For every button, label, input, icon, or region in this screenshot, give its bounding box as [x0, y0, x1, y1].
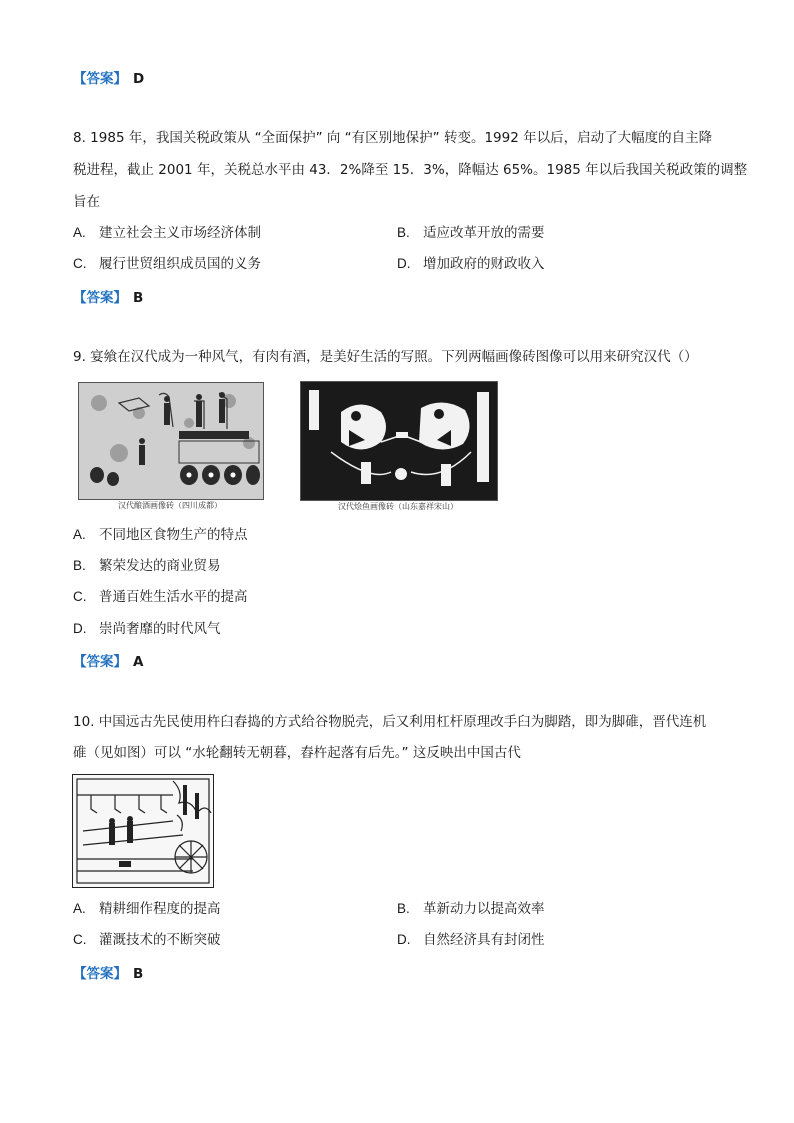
q10-option-a: A. 精耕细作程度的提高	[73, 901, 221, 917]
q9-image-fish-brick	[300, 381, 498, 501]
q9-image-brewing-brick	[78, 382, 264, 500]
q10-stem-line1: 10. 中国远古先民使用杵臼舂捣的方式给谷物脱壳，后又利用杠杆原理改手臼为脚踏，即为脚碓，晋代连机	[73, 714, 707, 730]
fish-brick-illustration	[301, 382, 497, 500]
q9-answer: 【答案】 A	[73, 654, 144, 670]
q9-option-a: A. 不同地区食物生产的特点	[73, 527, 248, 543]
q9-option-c: C. 普通百姓生活水平的提高	[73, 589, 248, 605]
q7-answer-value: D	[133, 71, 145, 87]
q10-option-b: B. 革新动力以提高效率	[397, 901, 545, 917]
q9-stem-line1: 9. 宴飨在汉代成为一种风气，有肉有酒，是美好生活的写照。下列两幅画像砖图像可以用来研究汉代（）	[73, 349, 698, 365]
q8-option-c: C. 履行世贸组织成员国的义务	[73, 256, 261, 272]
q10-option-d: D. 自然经济具有封闭性	[397, 932, 545, 948]
q10-answer-value: B	[133, 966, 144, 982]
q10-image-water-pestle-mill	[72, 774, 214, 888]
q9-option-d: D. 崇尚奢靡的时代风气	[73, 621, 221, 637]
q10-option-c: C. 灌溉技术的不断突破	[73, 932, 221, 948]
q9-option-b: B. 繁荣发达的商业贸易	[73, 558, 221, 574]
q10-stem-line2: 碓（见如图）可以 “水轮翻转无朝暮，舂杵起落有后先。” 这反映出中国古代	[73, 745, 521, 761]
q8-option-d: D. 增加政府的财政收入	[397, 256, 545, 272]
q8-answer: 【答案】 B	[73, 290, 144, 306]
q8-stem-line3: 旨在	[73, 194, 100, 210]
water-mill-illustration	[73, 775, 213, 887]
q9-image1-caption: 汉代酿酒画像砖（四川成都）	[118, 501, 222, 510]
q8-answer-value: B	[133, 290, 144, 306]
brewing-brick-illustration	[79, 383, 263, 499]
q9-image2-caption: 汉代烩鱼画像砖（山东嘉祥宋山）	[338, 502, 458, 511]
question-8	[73, 128, 748, 212]
q7-answer: 【答案】 D	[73, 71, 145, 87]
q8-stem-line2: 税进程，截止 2001 年，关税总水平由 43．2%降至 15．3%，降幅达 65%。1985 年以后我国关税政策的调整	[73, 162, 748, 178]
q8-option-b: B. 适应改革开放的需要	[397, 225, 545, 241]
question-10	[73, 712, 733, 763]
q10-answer: 【答案】 B	[73, 966, 144, 982]
q8-option-a: A. 建立社会主义市场经济体制	[73, 225, 261, 241]
q9-answer-value: A	[133, 654, 144, 670]
q8-stem-line1: 8. 1985 年，我国关税政策从 “全面保护” 向 “有区别地保护” 转变。1992 年以后，启动了大幅度的自主降	[73, 130, 713, 146]
